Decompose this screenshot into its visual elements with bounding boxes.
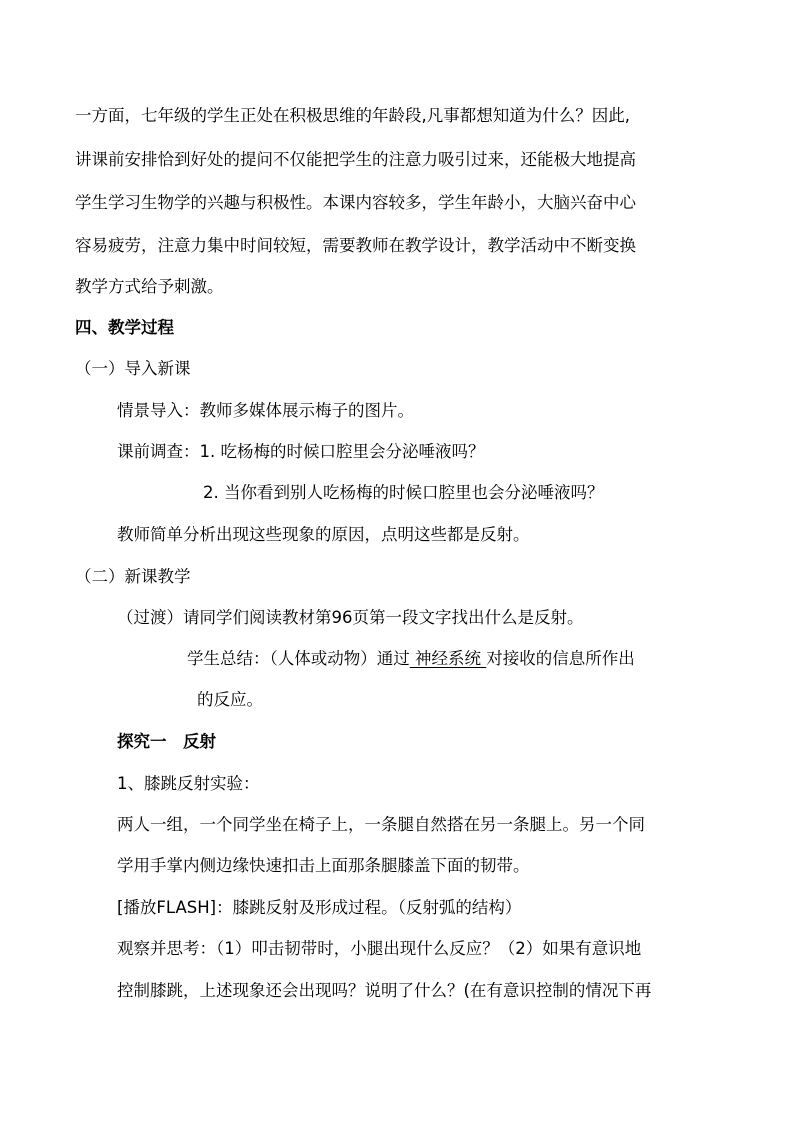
subsection-heading: （一）导入新课 [75,359,191,378]
paragraph-line: 学生学习生物学的兴趣与积极性。本课内容较多，学生年龄小，大脑兴奋中心 [75,193,636,212]
paragraph-line: 教学方式给予刺激。 [75,277,224,296]
survey-question-2: 2. 当你看到别人吃杨梅的时候口腔里也会分泌唾液吗？ [203,483,604,502]
student-summary-line [187,648,635,670]
paragraph-line: [播放FLASH]：膝跳反射及形成过程。（反射弧的结构） [117,898,522,917]
paragraph-line: 教师简单分析出现这些现象的原因，点明这些都是反射。 [117,525,530,544]
paragraph-line: 1、膝跳反射实验： [117,774,260,793]
paragraph-line: 容易疲劳，注意力集中时间较短，需要教师在教学设计，教学活动中不断变换 [75,236,636,255]
paragraph-line: （过渡）请同学们阅读教材第96页第一段文字找出什么是反射。 [117,608,584,627]
paragraph-line: 讲课前安排恰到好处的提问不仅能把学生的注意力吸引过来，还能极大地提高 [75,150,636,169]
paragraph-line: 控制膝跳，上述现象还会出现吗？说明了什么？(在有意识控制的情况下再 [117,981,652,1000]
subsection-heading: （二）新课教学 [75,567,191,586]
paragraph-line: 学用手掌内侧边缘快速扣击上面那条腿膝盖下面的韧带。 [117,856,530,875]
paragraph-line: 情景导入：教师多媒体展示梅子的图片。 [117,401,414,420]
section-heading: 四、教学过程 [75,318,174,337]
summary-text: 对接收的信息所作出 [486,649,635,668]
survey-question-1: 课前调查：1. 吃杨梅的时候口腔里会分泌唾液吗？ [117,442,485,461]
paragraph-line: 观察并思考：（1）叩击韧带时，小腿出现什么反应？（2）如果有意识地 [117,939,642,958]
paragraph-line: 两人一组，一个同学坐在椅子上，一条腿自然搭在另一条腿上。另一个同 [117,815,645,834]
underlined-term [410,649,487,668]
summary-text: 学生总结：（人体或动物）通过 [187,649,410,668]
underlined-term-text: 神经系统 [415,649,481,668]
paragraph-line: 的反应。 [197,690,263,709]
paragraph-line: 一方面，七年级的学生正处在积极思维的年龄段,凡事都想知道为什么？因此, [75,106,630,125]
inquiry-heading: 探究一 反射 [117,732,216,751]
